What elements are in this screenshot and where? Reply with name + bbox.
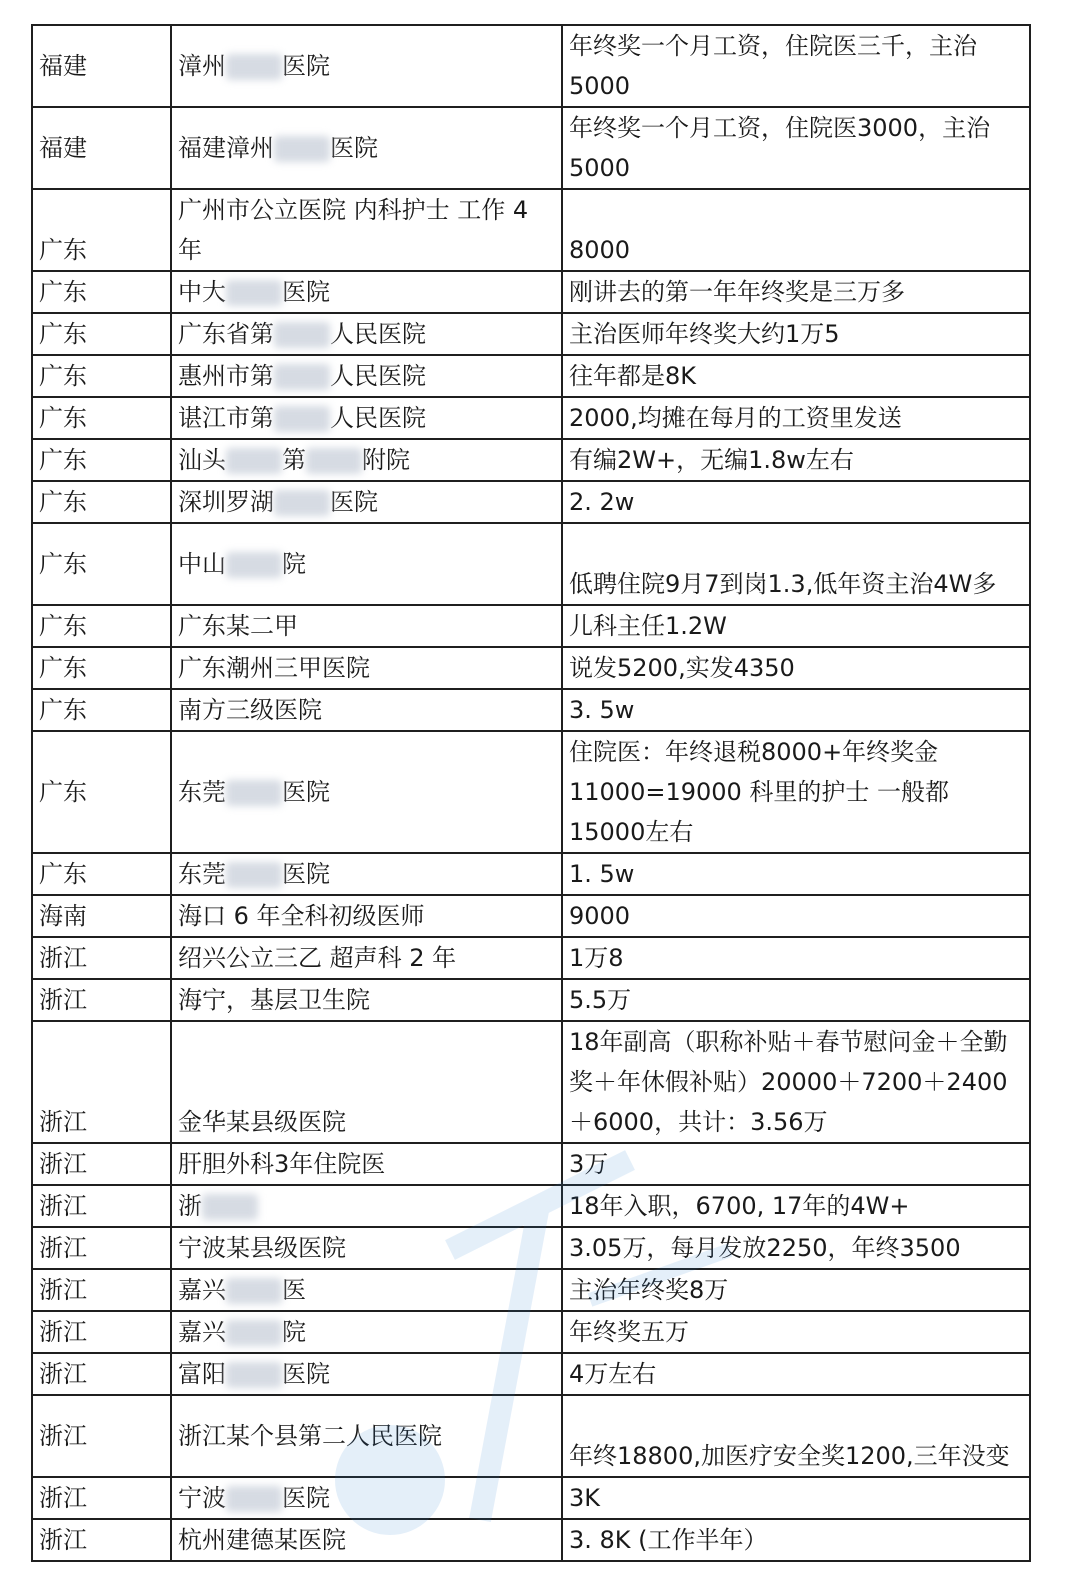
bonus-cell: 4万左右 xyxy=(562,1353,1030,1395)
bonus-cell: 刚讲去的第一年年终奖是三万多 xyxy=(562,271,1030,313)
table-row xyxy=(32,107,1030,189)
province-cell: 广东 xyxy=(32,605,171,647)
bonus-cell: 2000,均摊在每月的工资里发送 xyxy=(562,397,1030,439)
redacted-text xyxy=(226,1486,282,1512)
bonus-cell: 3万 xyxy=(562,1143,1030,1185)
province-cell: 浙江 xyxy=(32,1143,171,1185)
bonus-cell: 住院医：年终退税8000+年终奖金11000=19000 科里的护士 一般都15000左右 xyxy=(562,731,1030,853)
table-row xyxy=(32,1021,1030,1143)
redacted-text xyxy=(274,136,330,162)
table-row xyxy=(32,523,1030,605)
bonus-cell: 儿科主任1.2W xyxy=(562,605,1030,647)
table-row xyxy=(32,1353,1030,1395)
table-row xyxy=(32,481,1030,523)
redacted-text xyxy=(226,1362,282,1388)
table-row xyxy=(32,853,1030,895)
hospital-cell: 海口 6 年全科初级医师 xyxy=(171,895,562,937)
hospital-cell: 南方三级医院 xyxy=(171,689,562,731)
hospital-cell: 广东潮州三甲医院 xyxy=(171,647,562,689)
bonus-cell: 1. 5w xyxy=(562,853,1030,895)
table-row xyxy=(32,397,1030,439)
redacted-text xyxy=(202,1194,258,1220)
province-cell: 广东 xyxy=(32,439,171,481)
bonus-cell: 8000 xyxy=(562,189,1030,271)
redacted-text xyxy=(226,780,282,806)
redacted-text xyxy=(226,280,282,306)
redacted-text xyxy=(226,862,282,888)
hospital-cell: 中大 医院 xyxy=(171,271,562,313)
redacted-text xyxy=(226,54,282,80)
bonus-cell: 主治年终奖8万 xyxy=(562,1269,1030,1311)
province-cell: 浙江 xyxy=(32,1395,171,1477)
table-row xyxy=(32,1143,1030,1185)
bonus-cell: 3K xyxy=(562,1477,1030,1519)
table-row xyxy=(32,439,1030,481)
table-row xyxy=(32,1311,1030,1353)
bonus-cell: 往年都是8K xyxy=(562,355,1030,397)
province-cell: 广东 xyxy=(32,271,171,313)
table-row xyxy=(32,689,1030,731)
table-row xyxy=(32,979,1030,1021)
table-row xyxy=(32,25,1030,107)
redacted-text xyxy=(226,552,282,578)
bonus-cell: 说发5200,实发4350 xyxy=(562,647,1030,689)
province-cell: 广东 xyxy=(32,853,171,895)
redacted-text xyxy=(226,1278,282,1304)
province-cell: 福建 xyxy=(32,25,171,107)
hospital-cell: 东莞 医院 xyxy=(171,853,562,895)
province-cell: 浙江 xyxy=(32,1021,171,1143)
province-cell: 海南 xyxy=(32,895,171,937)
province-cell: 浙江 xyxy=(32,1519,171,1561)
bonus-cell: 3. 5w xyxy=(562,689,1030,731)
table-row xyxy=(32,1185,1030,1227)
hospital-cell: 东莞 医院 xyxy=(171,731,562,853)
province-cell: 广东 xyxy=(32,689,171,731)
province-cell: 浙江 xyxy=(32,1269,171,1311)
table-row xyxy=(32,1269,1030,1311)
redacted-text xyxy=(274,364,330,390)
hospital-cell: 深圳罗湖 医院 xyxy=(171,481,562,523)
hospital-cell: 嘉兴 院 xyxy=(171,1311,562,1353)
table-row xyxy=(32,271,1030,313)
province-cell: 广东 xyxy=(32,481,171,523)
province-cell: 福建 xyxy=(32,107,171,189)
bonus-cell: 9000 xyxy=(562,895,1030,937)
hospital-cell: 谌江市第 人民医院 xyxy=(171,397,562,439)
province-cell: 广东 xyxy=(32,189,171,271)
hospital-cell: 广州市公立医院 内科护士 工作 4 年 xyxy=(171,189,562,271)
bonus-cell: 18年入职，6700, 17年的4W+ xyxy=(562,1185,1030,1227)
redacted-text xyxy=(226,448,282,474)
bonus-cell: 年终奖一个月工资，住院医3000，主治5000 xyxy=(562,107,1030,189)
hospital-cell: 福建漳州 医院 xyxy=(171,107,562,189)
table-row xyxy=(32,1395,1030,1477)
redacted-text xyxy=(274,490,330,516)
hospital-cell: 杭州建德某医院 xyxy=(171,1519,562,1561)
province-cell: 浙江 xyxy=(32,1477,171,1519)
province-cell: 广东 xyxy=(32,355,171,397)
bonus-cell: 2. 2w xyxy=(562,481,1030,523)
province-cell: 浙江 xyxy=(32,1353,171,1395)
hospital-cell: 惠州市第 人民医院 xyxy=(171,355,562,397)
hospital-cell: 绍兴公立三乙 超声科 2 年 xyxy=(171,937,562,979)
bonus-cell: 年终奖一个月工资，住院医三千，主治5000 xyxy=(562,25,1030,107)
bonus-cell: 1万8 xyxy=(562,937,1030,979)
province-cell: 浙江 xyxy=(32,1311,171,1353)
table-row xyxy=(32,313,1030,355)
hospital-cell: 浙 xyxy=(171,1185,562,1227)
hospital-cell: 宁波某县级医院 xyxy=(171,1227,562,1269)
redacted-text xyxy=(306,448,362,474)
hospital-cell: 金华某县级医院 xyxy=(171,1021,562,1143)
table-row xyxy=(32,1227,1030,1269)
table-row xyxy=(32,647,1030,689)
hospital-cell: 嘉兴 医 xyxy=(171,1269,562,1311)
province-cell: 浙江 xyxy=(32,937,171,979)
salary-table xyxy=(31,24,1031,1562)
bonus-cell: 3.05万，每月发放2250，年终3500 xyxy=(562,1227,1030,1269)
table-row xyxy=(32,731,1030,853)
province-cell: 浙江 xyxy=(32,1185,171,1227)
hospital-cell: 漳州 医院 xyxy=(171,25,562,107)
table-row xyxy=(32,895,1030,937)
hospital-cell: 汕头 第 附院 xyxy=(171,439,562,481)
hospital-cell: 富阳 医院 xyxy=(171,1353,562,1395)
bonus-cell: 低聘住院9月7到岗1.3,低年资主治4W多 xyxy=(562,523,1030,605)
province-cell: 浙江 xyxy=(32,1227,171,1269)
hospital-cell: 海宁，基层卫生院 xyxy=(171,979,562,1021)
table-row xyxy=(32,605,1030,647)
bonus-cell: 5.5万 xyxy=(562,979,1030,1021)
bonus-cell: 年终18800,加医疗安全奖1200,三年没变 xyxy=(562,1395,1030,1477)
hospital-cell: 广东某二甲 xyxy=(171,605,562,647)
hospital-cell: 肝胆外科3年住院医 xyxy=(171,1143,562,1185)
province-cell: 广东 xyxy=(32,313,171,355)
hospital-cell: 宁波 医院 xyxy=(171,1477,562,1519)
redacted-text xyxy=(274,406,330,432)
bonus-cell: 主治医师年终奖大约1万5 xyxy=(562,313,1030,355)
province-cell: 广东 xyxy=(32,647,171,689)
bonus-cell: 18年副高（职称补贴＋春节慰问金＋全勤奖＋年休假补贴）20000＋7200＋2400＋6000，共计：3.56万 xyxy=(562,1021,1030,1143)
province-cell: 广东 xyxy=(32,523,171,605)
table-row xyxy=(32,1519,1030,1561)
redacted-text xyxy=(274,322,330,348)
bonus-cell: 有编2W+，无编1.8w左右 xyxy=(562,439,1030,481)
province-cell: 广东 xyxy=(32,731,171,853)
table-row xyxy=(32,355,1030,397)
province-cell: 浙江 xyxy=(32,979,171,1021)
redacted-text xyxy=(226,1320,282,1346)
province-cell: 广东 xyxy=(32,397,171,439)
bonus-cell: 3. 8K (工作半年） xyxy=(562,1519,1030,1561)
hospital-cell: 中山 院 xyxy=(171,523,562,605)
hospital-cell: 浙江某个县第二人民医院 xyxy=(171,1395,562,1477)
bonus-cell: 年终奖五万 xyxy=(562,1311,1030,1353)
hospital-cell: 广东省第 人民医院 xyxy=(171,313,562,355)
table-row xyxy=(32,189,1030,271)
table-row xyxy=(32,937,1030,979)
table-row xyxy=(32,1477,1030,1519)
